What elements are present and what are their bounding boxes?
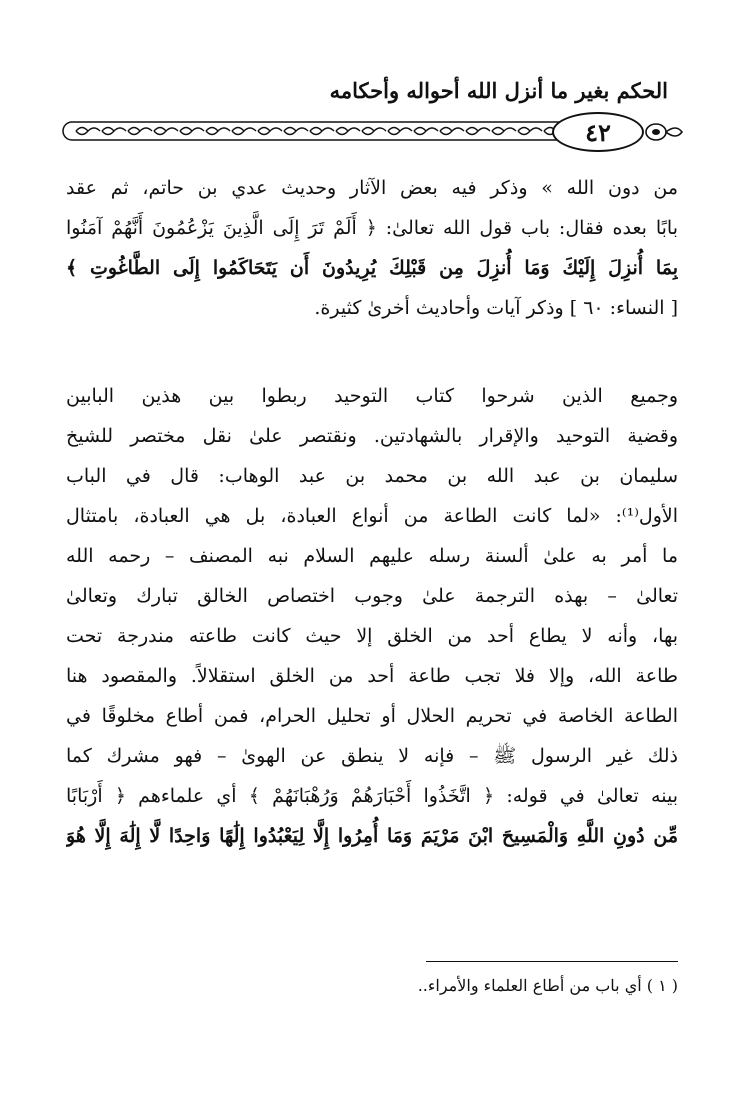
text-line: سليمان بن عبد الله بن محمد بن عبد الوهاب: قال في الباب — [66, 465, 678, 487]
page-number: ٤٢ — [552, 112, 644, 152]
header-ornament — [62, 112, 684, 152]
scroll-motif — [180, 128, 204, 135]
scroll-motif — [258, 128, 282, 135]
scroll-motif — [362, 128, 386, 135]
text-line: الطاعة الخاصة في تحريم الحلال أو تحليل الحرام، فمن أطاع مخلوقًا في — [66, 705, 678, 727]
flourish-icon — [640, 120, 684, 144]
text-line: وجميع الذين شرحوا كتاب التوحيد ربطوا بين هذين البابين — [66, 385, 678, 407]
scroll-motif — [128, 128, 152, 135]
text-line: تعالىٰ – بهذه الترجمة علىٰ وجوب اختصاص الخالق تبارك وتعالىٰ — [66, 585, 678, 607]
scroll-motif — [492, 128, 516, 135]
scroll-motif — [76, 128, 100, 135]
scroll-motif — [154, 128, 178, 135]
text-line: بينه تعالىٰ في قوله: ﴿ اتَّخَذُوا أَحْبَارَهُمْ وَرُهْبَانَهُمْ ﴾ أي علماءهم ﴿ أَرْبَابًا — [66, 785, 678, 807]
scroll-motif — [518, 128, 542, 135]
text-line: [ النساء: ٦٠ ] وذكر آيات وأحاديث أخرىٰ كثيرة. — [314, 297, 678, 319]
scroll-motif — [414, 128, 438, 135]
quran-verse-line: مِّن دُونِ اللَّهِ وَالْمَسِيحَ ابْنَ مَرْيَمَ وَمَا أُمِرُوا إِلَّا لِيَعْبُدُوا إِلَٰهًا وَاحِدًا لَّا إِلَٰهَ إِلَّا هُوَ — [66, 825, 678, 847]
scroll-motif — [206, 128, 230, 135]
scroll-motif — [440, 128, 464, 135]
scroll-motif — [336, 128, 360, 135]
scroll-motif — [284, 128, 308, 135]
scroll-motif — [232, 128, 256, 135]
footnote: ( ١ ) أي باب من أطاع العلماء والأمراء.. — [417, 976, 678, 995]
text-line: الأول⁽¹⁾: «لما كانت الطاعة من أنواع العبادة، بل هي العبادة، بامتثال — [66, 505, 678, 527]
text-line: طاعة الله، وإلا فلا تجب طاعة أحد من الخلق استقلالاً. والمقصود هنا — [66, 665, 678, 687]
text-line: بها، وأنه لا يطاع أحد من الخلق إلا حيث كانت طاعته مندرجة تحت — [66, 625, 678, 647]
decorative-border-icon — [62, 120, 632, 142]
text-line: ما أمر به علىٰ ألسنة رسله عليهم السلام نبه المصنف – رحمه الله — [66, 545, 678, 567]
footnote-divider — [426, 961, 678, 962]
scroll-motif — [102, 128, 126, 135]
text-line: من دون الله » وذكر فيه بعض الآثار وحديث عدي بن حاتم، ثم عقد — [66, 177, 678, 199]
text-line: بابًا بعده فقال: باب قول الله تعالىٰ: ﴿ أَلَمْ تَرَ إِلَى الَّذِينَ يَزْعُمُونَ أَنَّهُمْ آمَنُوا — [66, 217, 678, 239]
running-title: الحكم بغير ما أنزل الله أحواله وأحكامه — [329, 78, 668, 103]
text-line: ذلك غير الرسول ﷺ – فإنه لا ينطق عن الهوىٰ – فهو مشرك كما — [66, 745, 678, 767]
paragraph-1 — [66, 168, 678, 328]
text-line: وقضية التوحيد والإقرار بالشهادتين. ونقتصر علىٰ نقل مختصر للشيخ — [66, 425, 678, 447]
scroll-motif — [388, 128, 412, 135]
scroll-motif — [310, 128, 334, 135]
paragraph-2 — [66, 376, 678, 856]
scroll-motif — [466, 128, 490, 135]
quran-verse-line: بِمَا أُنزِلَ إِلَيْكَ وَمَا أُنزِلَ مِن قَبْلِكَ يُرِيدُونَ أَن يَتَحَاكَمُوا إِلَى الطَّاغُوتِ ﴾ — [66, 257, 678, 279]
